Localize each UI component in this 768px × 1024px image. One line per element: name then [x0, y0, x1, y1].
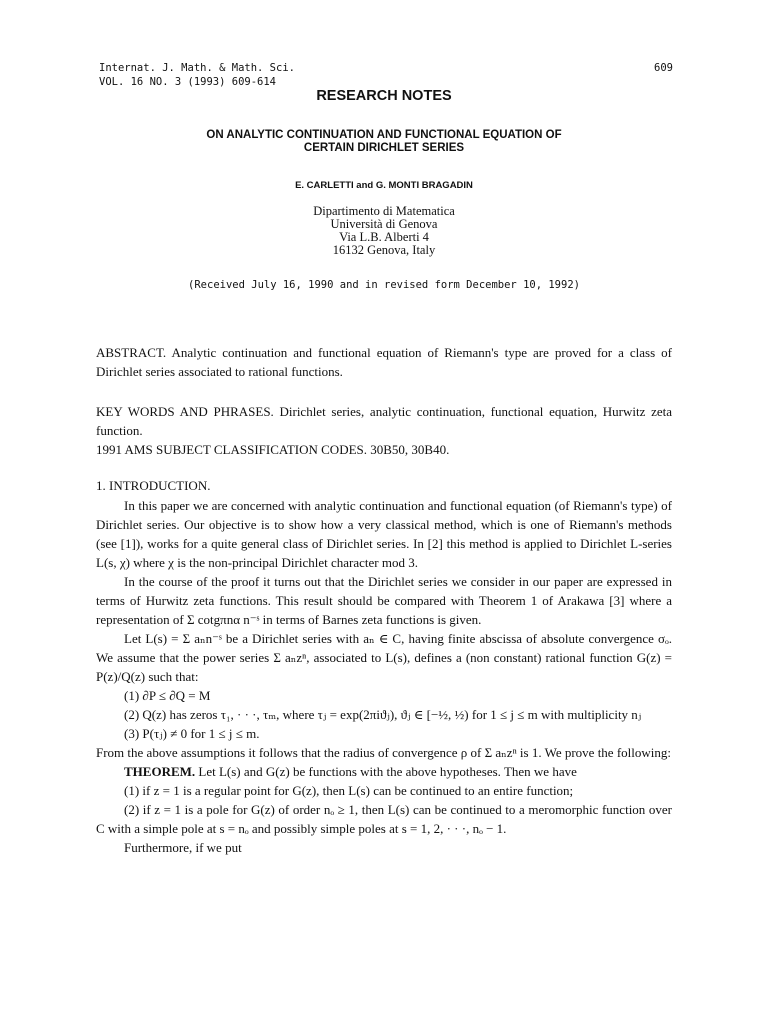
furthermore: Furthermore, if we put — [124, 840, 242, 855]
theorem-label: THEOREM. — [124, 764, 196, 779]
title-line-2: CERTAIN DIRICHLET SERIES — [303, 142, 465, 154]
received-dates: (Received July 16, 1990 and in revised form December 10, 1992) — [188, 279, 580, 291]
intro-heading: 1. INTRODUCTION. — [96, 478, 211, 493]
affiliation-line: 16132 Genova, Italy — [332, 243, 436, 257]
from-assumptions: From the above assumptions it follows that the radius of convergence ρ of Σ aₙzⁿ is 1. We prove the following: — [96, 745, 671, 760]
affiliation-line: Dipartimento di Matematica — [313, 204, 455, 218]
paper-title — [0, 129, 768, 155]
theorem-item-2: (2) if z = 1 is a pole for G(z) of order nₒ ≥ 1, then L(s) can be continued to a meromorphic function over C with a simple pole at s = nₒ and possibly simple poles at s = 1, 2, · · ·, nₒ − 1. — [96, 802, 672, 836]
ams-codes: 1991 AMS SUBJECT CLASSIFICATION CODES. 30B50, 30B40. — [96, 442, 450, 457]
introduction-body — [96, 496, 672, 857]
authors: E. CARLETTI and G. MONTI BRAGADIN — [295, 180, 473, 191]
theorem-item-1: (1) if z = 1 is a regular point for G(z), then L(s) can be continued to an entire function; — [124, 783, 574, 798]
theorem-text: Let L(s) and G(z) be functions with the above hypotheses. Then we have — [195, 764, 577, 779]
affiliation-line: Università di Genova — [330, 217, 438, 231]
condition-1: (1) ∂P ≤ ∂Q = M — [124, 688, 211, 703]
affiliation — [0, 205, 768, 257]
title-line-1: ON ANALYTIC CONTINUATION AND FUNCTIONAL EQUATION OF — [206, 129, 562, 141]
page-number: 609 — [654, 62, 673, 74]
journal-citation: Internat. J. Math. & Math. Sci. — [99, 62, 295, 74]
condition-2: (2) Q(z) has zeros τ₁, · · ·, τₘ, where τⱼ = exp(2πiϑⱼ), ϑⱼ ∈ [−½, ½) for 1 ≤ j ≤ m with multiplicity nⱼ — [124, 707, 642, 722]
intro-paragraph-1: In this paper we are concerned with analytic continuation and functional equation (of Riemann's type) of Dirichlet series. Our objective is to show how a very classical method, which is one of Riemann's methods (see [1]), works for a quite general class of Dirichlet series. In [2] this method is applied to Dirichlet L-series L(s, χ) where χ is the non-principal Dirichlet character mod 3. — [96, 498, 672, 570]
keywords: KEY WORDS AND PHRASES. Dirichlet series, analytic continuation, functional equation, Hurwitz zeta function. — [96, 404, 672, 438]
condition-3: (3) P(τⱼ) ≠ 0 for 1 ≤ j ≤ m. — [124, 726, 260, 741]
section-heading: RESEARCH NOTES — [316, 88, 452, 104]
abstract: ABSTRACT. Analytic continuation and functional equation of Riemann's type are proved for a class of Dirichlet series associated to rational functions. — [96, 345, 672, 379]
affiliation-line: Via L.B. Alberti 4 — [339, 230, 429, 244]
journal-volume: VOL. 16 NO. 3 (1993) 609-614 — [99, 76, 277, 88]
intro-paragraph-3: Let L(s) = Σ aₙn⁻ˢ be a Dirichlet series with aₙ ∈ C, having finite abscissa of absolute convergence σₒ. We assume that the power series Σ aₙzⁿ, associated to L(s), defines a (non constant) rational function G(z) = P(z)/Q(z) such that: — [96, 631, 672, 684]
theorem-statement — [96, 762, 672, 781]
intro-paragraph-2: In the course of the proof it turns out that the Dirichlet series we consider in our paper are expressed in terms of Hurwitz zeta functions. This result should be compared with Theorem 1 of Arakawa [3] where a representation of Σ cotgπnα n⁻ˢ in terms of Barnes zeta functions is given. — [96, 574, 672, 627]
